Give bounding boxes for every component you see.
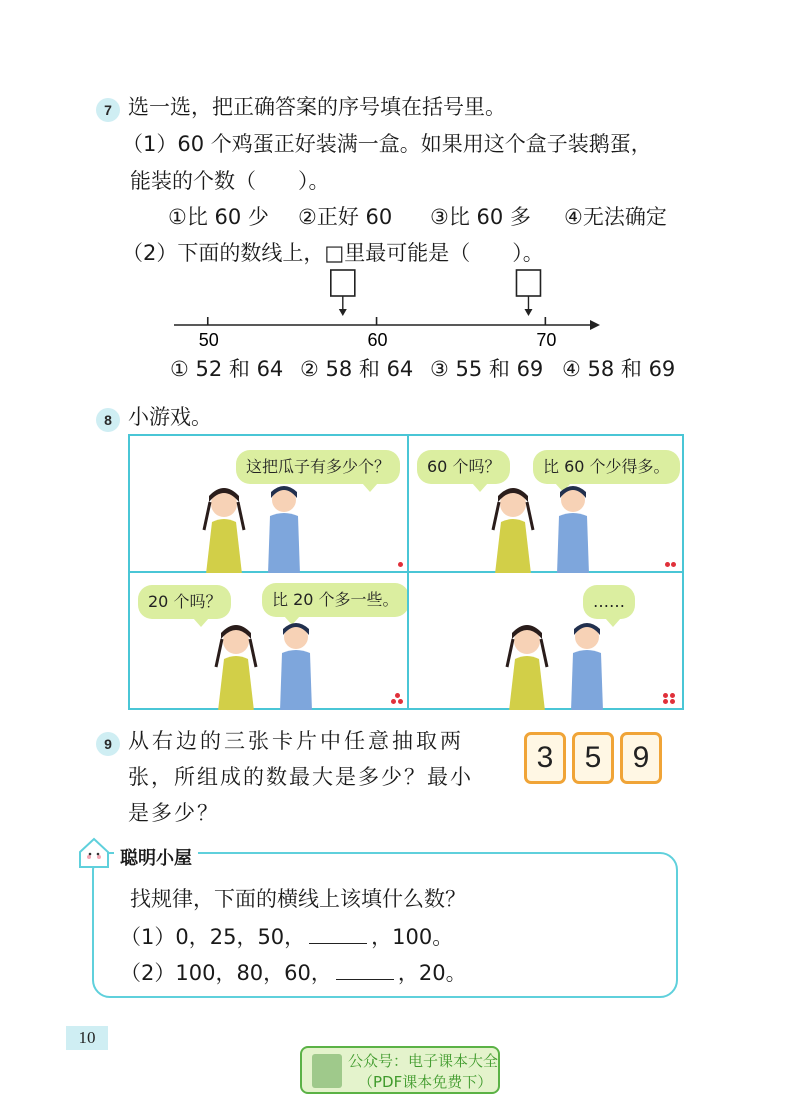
comic-panel-1 bbox=[130, 436, 407, 573]
q9-line-2: 张，所组成的数最大是多少？最小 bbox=[128, 765, 473, 789]
q7-part2-line: （2）下面的数线上，□里最可能是（ ）。 bbox=[122, 241, 544, 265]
q7-part1-line2: 能装的个数（ ）。 bbox=[130, 169, 330, 193]
panel-dot bbox=[670, 693, 675, 698]
page-number: 10 bbox=[66, 1026, 108, 1050]
q7-part2-option-2: ② 58 和 64 bbox=[300, 357, 414, 381]
panel-dot bbox=[663, 693, 668, 698]
panel-dot bbox=[663, 699, 668, 704]
number-card-5: 5 bbox=[572, 732, 614, 784]
pointer-arrow bbox=[339, 309, 347, 316]
q7-part1-line1: （1）60 个鸡蛋正好装满一盒。如果用这个盒子装鹅蛋， bbox=[122, 132, 652, 156]
stamp-line-2: （PDF课本免费下） bbox=[358, 1073, 493, 1091]
speech-bubble: 20 个吗？ bbox=[138, 585, 231, 619]
q7-part1-option-1: ①比 60 少 bbox=[168, 205, 269, 229]
sequence-2-start: （2）100，80，60， bbox=[120, 961, 332, 985]
comic-panel-2 bbox=[409, 436, 686, 573]
comic-panel-3 bbox=[130, 573, 407, 710]
tick-label-50: 50 bbox=[198, 330, 219, 350]
panel-dot bbox=[398, 699, 403, 704]
q7-part2-option-4: ④ 58 和 69 bbox=[562, 357, 676, 381]
panel-dot bbox=[670, 699, 675, 704]
number-card-9: 9 bbox=[620, 732, 662, 784]
speech-bubble: 比 20 个多一些。 bbox=[262, 583, 407, 617]
q9-line-3: 是多少？ bbox=[128, 801, 220, 825]
panel-dot bbox=[395, 693, 400, 698]
children-illustration bbox=[202, 619, 322, 710]
sequence-1-start: （1）0，25，50， bbox=[120, 925, 306, 949]
qr-code-icon bbox=[312, 1054, 342, 1088]
sequence-1 bbox=[120, 922, 453, 952]
clever-house-title: 聪明小屋 bbox=[114, 846, 198, 872]
q7-part1-option-4: ④无法确定 bbox=[564, 205, 667, 229]
watermark-stamp bbox=[300, 1046, 500, 1094]
q7-part2-option-3: ③ 55 和 69 bbox=[430, 357, 544, 381]
number-card-3: 3 bbox=[524, 732, 566, 784]
children-illustration bbox=[479, 482, 599, 573]
tick-label-70: 70 bbox=[536, 330, 557, 350]
q9-line-1: 从右边的三张卡片中任意抽取两 bbox=[128, 729, 464, 753]
answer-box[interactable] bbox=[516, 270, 540, 296]
q8-title: 小游戏。 bbox=[128, 405, 212, 429]
number-line bbox=[160, 266, 620, 356]
q7-part2-option-1: ① 52 和 64 bbox=[170, 357, 284, 381]
children-illustration bbox=[493, 619, 613, 710]
q7-part1-option-3: ③比 60 多 bbox=[430, 205, 531, 229]
house-prompt: 找规律，下面的横线上该填什么数？ bbox=[130, 887, 466, 911]
number-line-arrow bbox=[590, 320, 600, 330]
question-number-7: 7 bbox=[96, 98, 120, 122]
pointer-arrow bbox=[524, 309, 532, 316]
q7-part1-option-2: ②正好 60 bbox=[298, 205, 393, 229]
speech-bubble: 比 60 个少得多。 bbox=[533, 450, 680, 484]
panel-dot bbox=[391, 699, 396, 704]
answer-box[interactable] bbox=[331, 270, 355, 296]
answer-blank-1[interactable] bbox=[309, 925, 367, 944]
speech-bubble: 这把瓜子有多少个？ bbox=[236, 450, 400, 484]
sequence-1-end: ，100。 bbox=[371, 925, 454, 949]
sequence-2-end: ，20。 bbox=[397, 961, 467, 985]
stamp-line-1: 公众号：电子课本大全 bbox=[348, 1052, 499, 1070]
comic-grid bbox=[128, 434, 684, 710]
panel-dot bbox=[665, 562, 670, 567]
question-number-9: 9 bbox=[96, 732, 120, 756]
panel-dot bbox=[671, 562, 676, 567]
panel-dot bbox=[398, 562, 403, 567]
tick-label-60: 60 bbox=[367, 330, 388, 350]
question-number-8: 8 bbox=[96, 408, 120, 432]
sequence-2 bbox=[120, 958, 467, 988]
speech-bubble: …… bbox=[583, 585, 635, 619]
children-illustration bbox=[190, 482, 310, 573]
comic-panel-4 bbox=[409, 573, 686, 710]
house-icon bbox=[76, 836, 112, 870]
q7-title: 选一选，把正确答案的序号填在括号里。 bbox=[128, 95, 506, 119]
answer-blank-2[interactable] bbox=[336, 961, 394, 980]
speech-bubble: 60 个吗？ bbox=[417, 450, 510, 484]
